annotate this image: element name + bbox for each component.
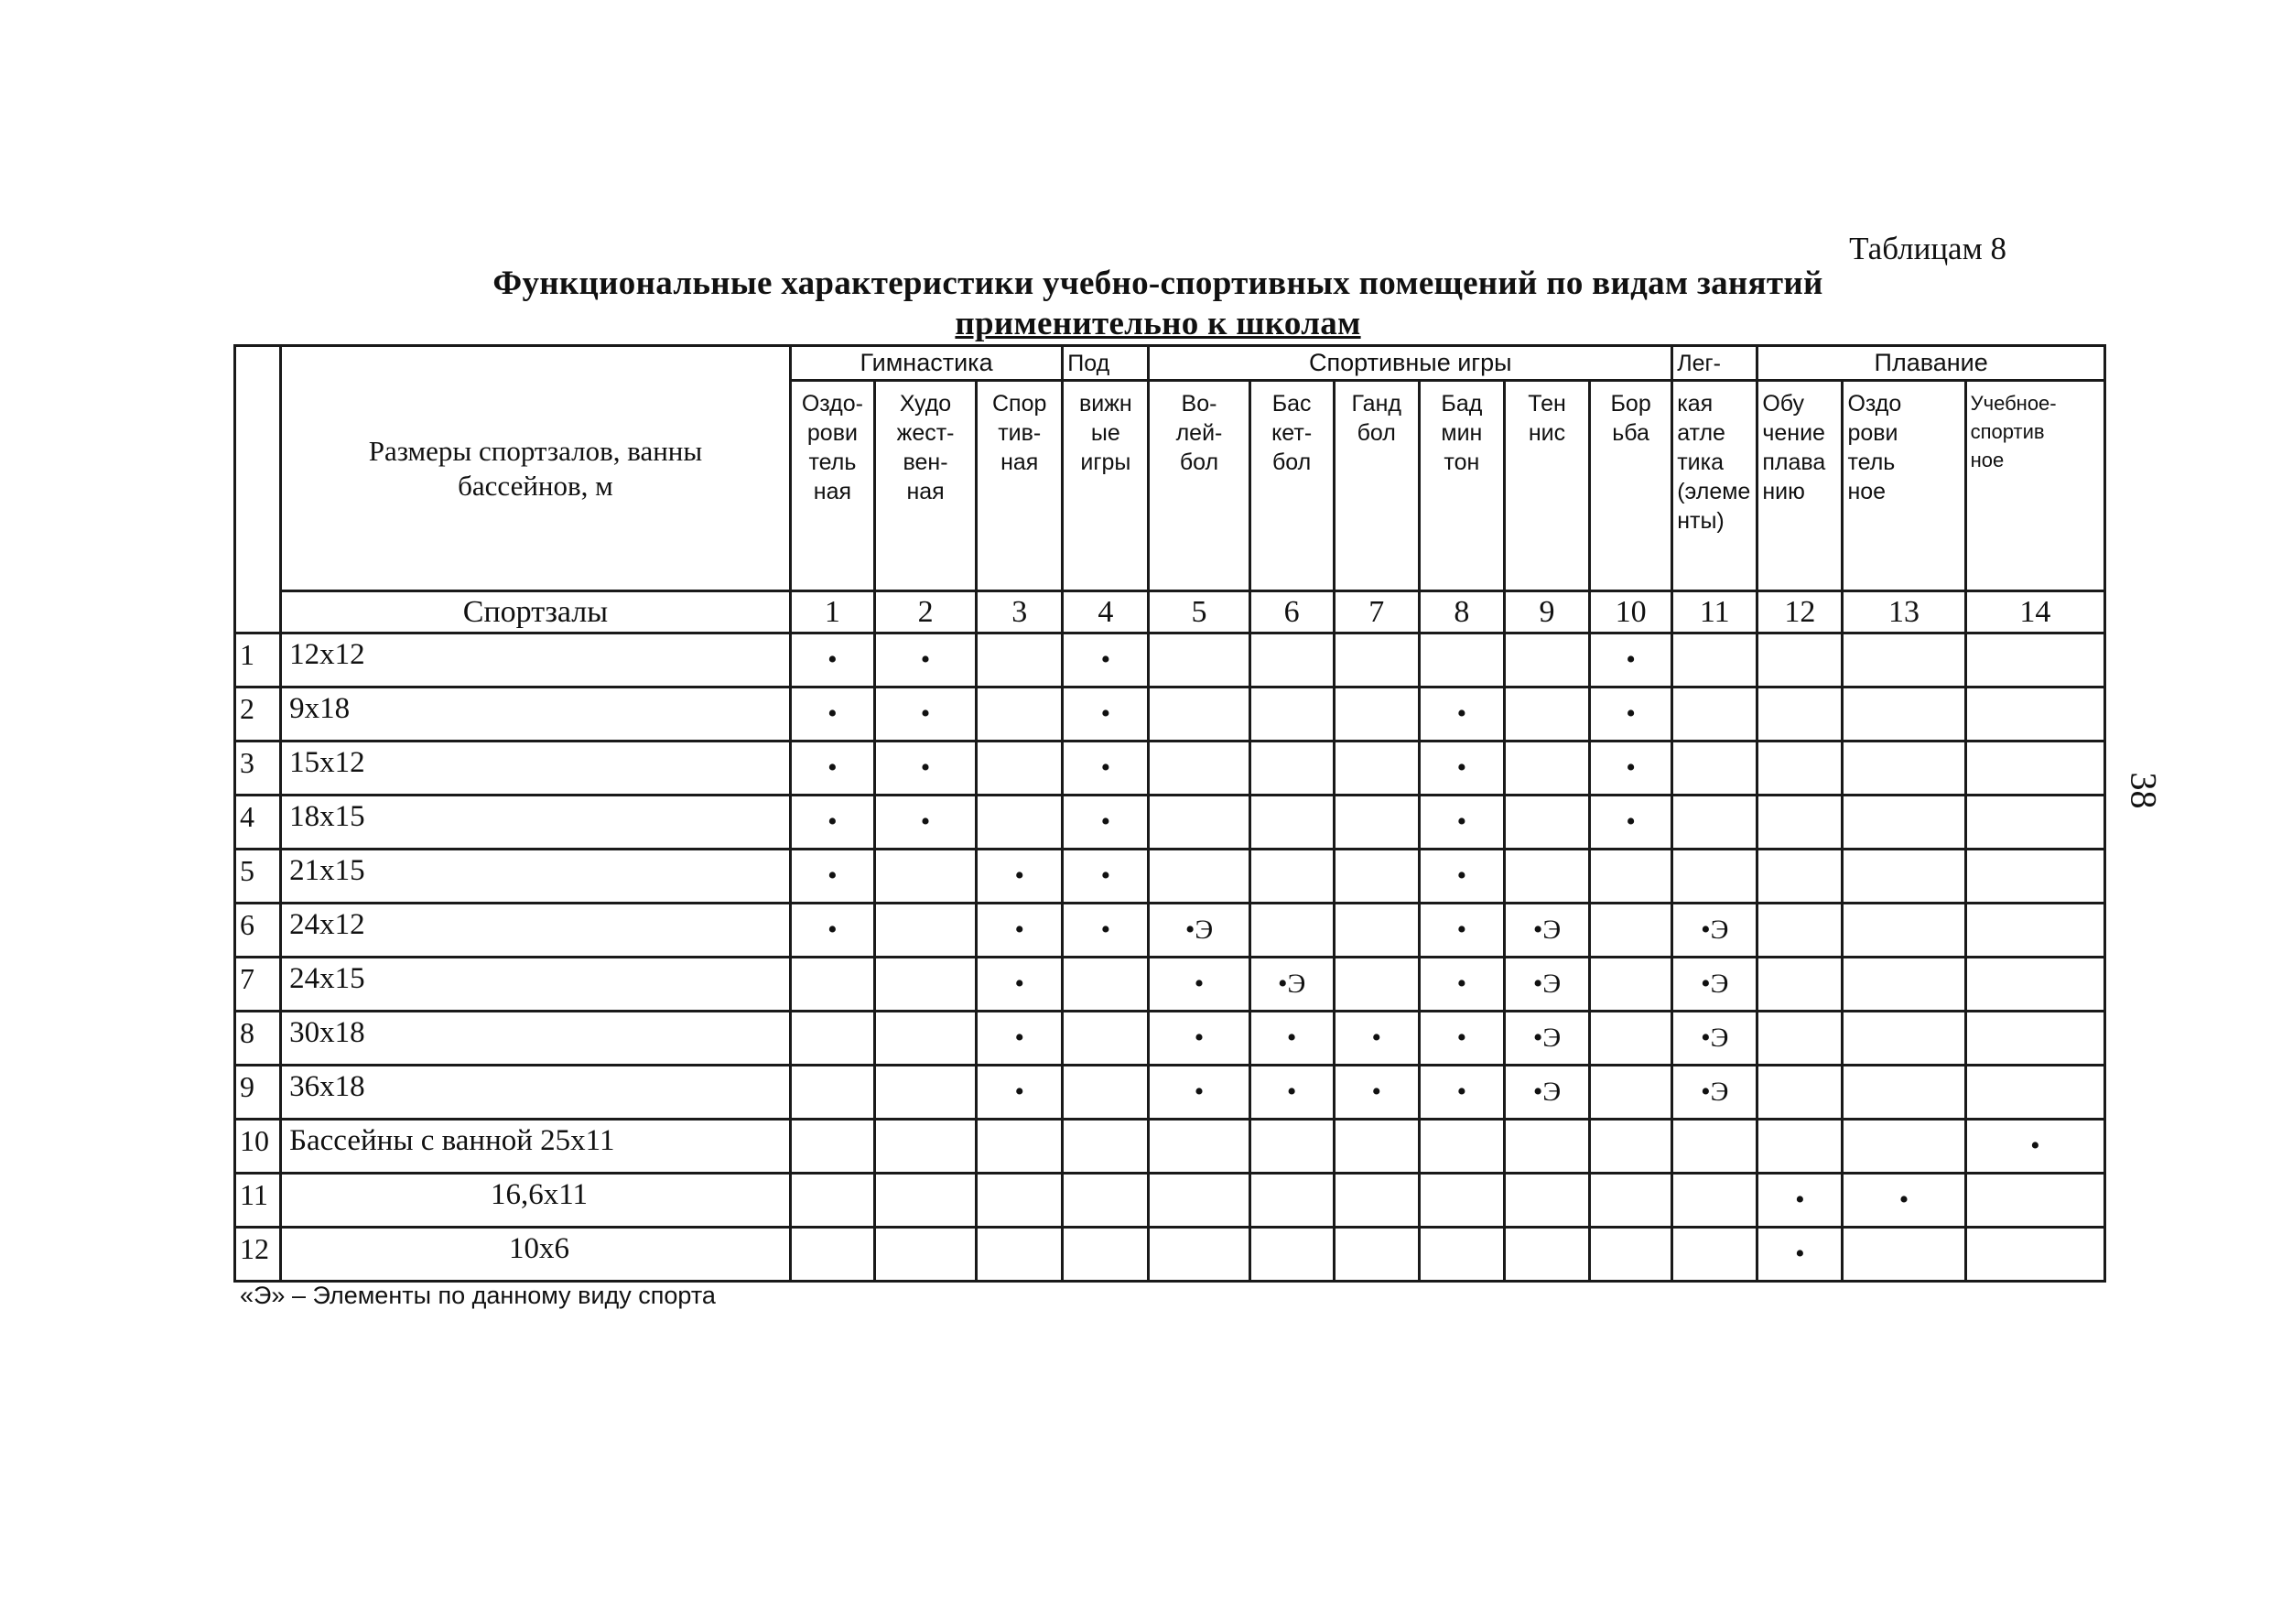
cell-mark: •: [977, 1066, 1063, 1120]
cell-mark: •: [1590, 796, 1672, 850]
table-row: [235, 1228, 2105, 1282]
subheader-col-11: кая атле тика (элеме нты): [1672, 381, 1757, 591]
cell-mark: [1965, 687, 2104, 742]
cell-mark: •: [1757, 1228, 1843, 1282]
cell-mark: [1843, 1012, 1965, 1066]
cell-mark: [977, 1120, 1063, 1174]
cell-mark: •Э: [1504, 1066, 1589, 1120]
cell-mark: •: [1334, 1066, 1419, 1120]
column-number-2: 2: [874, 591, 976, 633]
cell-mark: •: [874, 796, 976, 850]
row-size: 24x12: [281, 904, 791, 958]
cell-mark: •: [977, 958, 1063, 1012]
subheader-col-3: Спор тив- ная: [977, 381, 1063, 591]
row-index: 9: [235, 1066, 281, 1120]
cell-mark: •Э: [1504, 958, 1589, 1012]
cell-mark: •: [1249, 1012, 1334, 1066]
cell-mark: [1672, 1228, 1757, 1282]
cell-mark: [1590, 1066, 1672, 1120]
row-index: 2: [235, 687, 281, 742]
cell-mark: [1249, 687, 1334, 742]
cell-mark: [874, 904, 976, 958]
cell-mark: •: [790, 904, 874, 958]
cell-mark: [977, 1174, 1063, 1228]
column-number-11: 11: [1672, 591, 1757, 633]
row-size: 21x15: [281, 850, 791, 904]
table-row: [235, 796, 2105, 850]
cell-mark: •: [790, 742, 874, 796]
subheader-col-9: Тен нис: [1504, 381, 1589, 591]
column-number-3: 3: [977, 591, 1063, 633]
row-size: 16,6x11: [281, 1174, 791, 1228]
cell-mark: [1249, 1120, 1334, 1174]
subheader-col-14: Учебное- спортив ное: [1965, 381, 2104, 591]
cell-mark: [1504, 1228, 1589, 1282]
cell-mark: •: [977, 850, 1063, 904]
cell-mark: [1419, 1120, 1504, 1174]
column-number-5: 5: [1149, 591, 1249, 633]
row-index: 3: [235, 742, 281, 796]
cell-mark: [1063, 1120, 1149, 1174]
cell-mark: [1590, 1174, 1672, 1228]
cell-mark: [977, 633, 1063, 687]
cell-mark: •: [790, 796, 874, 850]
row-size: 18x15: [281, 796, 791, 850]
cell-mark: [1965, 904, 2104, 958]
cell-mark: •Э: [1672, 1066, 1757, 1120]
cell-mark: •: [977, 1012, 1063, 1066]
footnote: «Э» – Элементы по данному виду спорта: [240, 1282, 716, 1309]
cell-mark: [1843, 633, 1965, 687]
cell-mark: •Э: [1504, 1012, 1589, 1066]
column-number-13: 13: [1843, 591, 1965, 633]
cell-mark: •: [874, 742, 976, 796]
cell-mark: [1590, 904, 1672, 958]
cell-mark: [1419, 1174, 1504, 1228]
column-number-12: 12: [1757, 591, 1843, 633]
cell-mark: [1334, 904, 1419, 958]
cell-mark: [790, 1228, 874, 1282]
subheader-col-10: Бор ьба: [1590, 381, 1672, 591]
corner-cell: [235, 346, 281, 633]
cell-mark: [1757, 1012, 1843, 1066]
cell-mark: [1843, 1066, 1965, 1120]
cell-mark: •: [1063, 687, 1149, 742]
row-size: 30x18: [281, 1012, 791, 1066]
cell-mark: [1590, 958, 1672, 1012]
cell-mark: [1149, 687, 1249, 742]
group-header-row: [235, 346, 2105, 381]
table-row: [235, 687, 2105, 742]
title-line-2: применительно к школам: [955, 305, 1361, 342]
cell-mark: •: [1249, 1066, 1334, 1120]
cell-mark: [1504, 1120, 1589, 1174]
cell-mark: [1334, 850, 1419, 904]
cell-mark: [1334, 1120, 1419, 1174]
cell-mark: [1504, 687, 1589, 742]
cell-mark: [1149, 850, 1249, 904]
table-row: [235, 850, 2105, 904]
cell-mark: [1504, 796, 1589, 850]
row-size: 24x15: [281, 958, 791, 1012]
cell-mark: [874, 958, 976, 1012]
cell-mark: [1149, 1174, 1249, 1228]
cell-mark: [874, 1174, 976, 1228]
group-gymnastics: Гимнастика: [790, 346, 1062, 381]
cell-mark: •: [1063, 633, 1149, 687]
cell-mark: [1965, 633, 2104, 687]
cell-mark: [1843, 796, 1965, 850]
cell-mark: [790, 1012, 874, 1066]
subheader-col-13: Оздо рови тель ное: [1843, 381, 1965, 591]
cell-mark: [1249, 742, 1334, 796]
table-row: [235, 633, 2105, 687]
row-size: 10x6: [281, 1228, 791, 1282]
cell-mark: •: [1419, 742, 1504, 796]
cell-mark: [1149, 742, 1249, 796]
cell-mark: [1757, 1120, 1843, 1174]
column-number-6: 6: [1249, 591, 1334, 633]
title-line-1: Функциональные характеристики учебно-спортивных помещений по видам занятий: [492, 265, 1823, 302]
table-row: [235, 1120, 2105, 1174]
cell-mark: [977, 742, 1063, 796]
cell-mark: [1757, 633, 1843, 687]
cell-mark: [977, 796, 1063, 850]
cell-mark: [1672, 796, 1757, 850]
row-index: 1: [235, 633, 281, 687]
cell-mark: •: [1843, 1174, 1965, 1228]
cell-mark: [977, 1228, 1063, 1282]
cell-mark: [874, 1120, 976, 1174]
cell-mark: [874, 850, 976, 904]
column-number-9: 9: [1504, 591, 1589, 633]
number-row: [235, 591, 2105, 633]
cell-mark: •Э: [1249, 958, 1334, 1012]
cell-mark: •Э: [1672, 1012, 1757, 1066]
cell-mark: [1965, 1012, 2104, 1066]
cell-mark: [1672, 850, 1757, 904]
table-row: [235, 1174, 2105, 1228]
row-index: 12: [235, 1228, 281, 1282]
cell-mark: •: [874, 633, 976, 687]
column-number-14: 14: [1965, 591, 2104, 633]
cell-mark: [1063, 1066, 1149, 1120]
cell-mark: [874, 1228, 976, 1282]
column-number-10: 10: [1590, 591, 1672, 633]
row-index: 6: [235, 904, 281, 958]
cell-mark: •: [790, 687, 874, 742]
cell-mark: [1843, 958, 1965, 1012]
cell-mark: [1965, 796, 2104, 850]
table-label: Таблицам 8: [1849, 231, 2006, 266]
row-label-header: [281, 346, 791, 591]
cell-mark: •: [1063, 796, 1149, 850]
cell-mark: •: [1590, 742, 1672, 796]
table-title: [302, 264, 2014, 344]
table-row: [235, 958, 2105, 1012]
group-sport-games: Спортивные игры: [1149, 346, 1672, 381]
cell-mark: [1249, 1228, 1334, 1282]
cell-mark: [1757, 904, 1843, 958]
cell-mark: [1672, 687, 1757, 742]
cell-mark: [1672, 633, 1757, 687]
table-row: [235, 1066, 2105, 1120]
cell-mark: [1249, 904, 1334, 958]
cell-mark: [1757, 796, 1843, 850]
cell-mark: [790, 958, 874, 1012]
cell-mark: •: [1063, 742, 1149, 796]
subheader-col-2: Худо жест- вен- ная: [874, 381, 976, 591]
cell-mark: [1334, 958, 1419, 1012]
subheader-col-8: Бад мин тон: [1419, 381, 1504, 591]
cell-mark: •Э: [1672, 958, 1757, 1012]
cell-mark: [1504, 633, 1589, 687]
cell-mark: [1334, 742, 1419, 796]
cell-mark: •: [1149, 1012, 1249, 1066]
subheader-col-4: вижн ые игры: [1063, 381, 1149, 591]
cell-mark: •: [1757, 1174, 1843, 1228]
cell-mark: [1757, 687, 1843, 742]
row-index: 4: [235, 796, 281, 850]
column-number-4: 4: [1063, 591, 1149, 633]
cell-mark: [1843, 904, 1965, 958]
row-label-header-text: Размеры спортзалов, ванны бассейнов, м: [368, 434, 703, 502]
cell-mark: [1334, 1174, 1419, 1228]
cell-mark: [1504, 1174, 1589, 1228]
cell-mark: [1419, 633, 1504, 687]
cell-mark: [1965, 1228, 2104, 1282]
cell-mark: •: [1419, 958, 1504, 1012]
cell-mark: [1757, 958, 1843, 1012]
cell-mark: [1334, 1228, 1419, 1282]
cell-mark: [1149, 1228, 1249, 1282]
column-number-1: 1: [790, 591, 874, 633]
cell-mark: [1965, 1066, 2104, 1120]
cell-mark: •: [1419, 796, 1504, 850]
subheader-col-5: Во- лей- бол: [1149, 381, 1249, 591]
cell-mark: [1843, 742, 1965, 796]
cell-mark: [1063, 1012, 1149, 1066]
cell-mark: [1249, 850, 1334, 904]
group-athletics: Лег-: [1672, 346, 1757, 381]
cell-mark: [1149, 633, 1249, 687]
cell-mark: [1063, 1174, 1149, 1228]
row-size: 12x12: [281, 633, 791, 687]
table-row: [235, 904, 2105, 958]
row-size: 9x18: [281, 687, 791, 742]
cell-mark: [1843, 687, 1965, 742]
cell-mark: [1757, 742, 1843, 796]
subheader-col-12: Обу чение плава нию: [1757, 381, 1843, 591]
cell-mark: [1590, 1012, 1672, 1066]
cell-mark: [1757, 1066, 1843, 1120]
cell-mark: •: [874, 687, 976, 742]
cell-mark: •: [1419, 1066, 1504, 1120]
cell-mark: [1590, 1120, 1672, 1174]
cell-mark: [790, 1120, 874, 1174]
row-size: 36x18: [281, 1066, 791, 1120]
cell-mark: [1843, 1120, 1965, 1174]
cell-mark: [1590, 850, 1672, 904]
cell-mark: [1504, 742, 1589, 796]
characteristics-table: [233, 344, 2106, 1283]
cell-mark: •: [1149, 1066, 1249, 1120]
cell-mark: [1965, 850, 2104, 904]
cell-mark: [1965, 958, 2104, 1012]
cell-mark: [1249, 1174, 1334, 1228]
cell-mark: [1843, 850, 1965, 904]
cell-mark: •: [1419, 687, 1504, 742]
cell-mark: [790, 1066, 874, 1120]
cell-mark: [1149, 1120, 1249, 1174]
cell-mark: •: [790, 850, 874, 904]
cell-mark: •Э: [1672, 904, 1757, 958]
cell-mark: •: [977, 904, 1063, 958]
cell-mark: [1672, 1120, 1757, 1174]
cell-mark: [1249, 796, 1334, 850]
cell-mark: [1965, 1174, 2104, 1228]
column-number-8: 8: [1419, 591, 1504, 633]
cell-mark: [790, 1174, 874, 1228]
cell-mark: [1672, 1174, 1757, 1228]
row-index: 11: [235, 1174, 281, 1228]
cell-mark: •: [1590, 633, 1672, 687]
cell-mark: [1843, 1228, 1965, 1282]
cell-mark: •: [1149, 958, 1249, 1012]
cell-mark: [1419, 1228, 1504, 1282]
cell-mark: •Э: [1149, 904, 1249, 958]
cell-mark: [1063, 958, 1149, 1012]
subheader-col-1: Оздо- рови тель ная: [790, 381, 874, 591]
table-row: [235, 742, 2105, 796]
cell-mark: [1249, 633, 1334, 687]
row-index: 8: [235, 1012, 281, 1066]
table-row: [235, 1012, 2105, 1066]
cell-mark: [1063, 1228, 1149, 1282]
cell-mark: •: [1063, 850, 1149, 904]
section-label-sportzaly: Спортзалы: [281, 591, 791, 633]
subheader-col-7: Ганд бол: [1334, 381, 1419, 591]
cell-mark: [1965, 742, 2104, 796]
cell-mark: •: [790, 633, 874, 687]
cell-mark: •: [1965, 1120, 2104, 1174]
cell-mark: [1334, 687, 1419, 742]
cell-mark: •: [1334, 1012, 1419, 1066]
subheader-col-6: Бас кет- бол: [1249, 381, 1334, 591]
cell-mark: •: [1419, 1012, 1504, 1066]
page-number: 38: [2123, 772, 2165, 809]
cell-mark: •: [1063, 904, 1149, 958]
cell-mark: •Э: [1504, 904, 1589, 958]
column-number-7: 7: [1334, 591, 1419, 633]
row-size: 15x12: [281, 742, 791, 796]
cell-mark: [977, 687, 1063, 742]
cell-mark: [1504, 850, 1589, 904]
cell-mark: •: [1590, 687, 1672, 742]
cell-mark: [1757, 850, 1843, 904]
cell-mark: •: [1419, 904, 1504, 958]
group-outdoor-games: Под: [1063, 346, 1149, 381]
cell-mark: [874, 1012, 976, 1066]
cell-mark: [1672, 742, 1757, 796]
cell-mark: [1590, 1228, 1672, 1282]
group-swimming: Плавание: [1757, 346, 2105, 381]
cell-mark: •: [1419, 850, 1504, 904]
row-index: 7: [235, 958, 281, 1012]
cell-mark: [1334, 796, 1419, 850]
cell-mark: [1334, 633, 1419, 687]
cell-mark: [1149, 796, 1249, 850]
row-index: 5: [235, 850, 281, 904]
cell-mark: [874, 1066, 976, 1120]
row-index: 10: [235, 1120, 281, 1174]
row-size: Бассейны с ванной 25x11: [281, 1120, 791, 1174]
